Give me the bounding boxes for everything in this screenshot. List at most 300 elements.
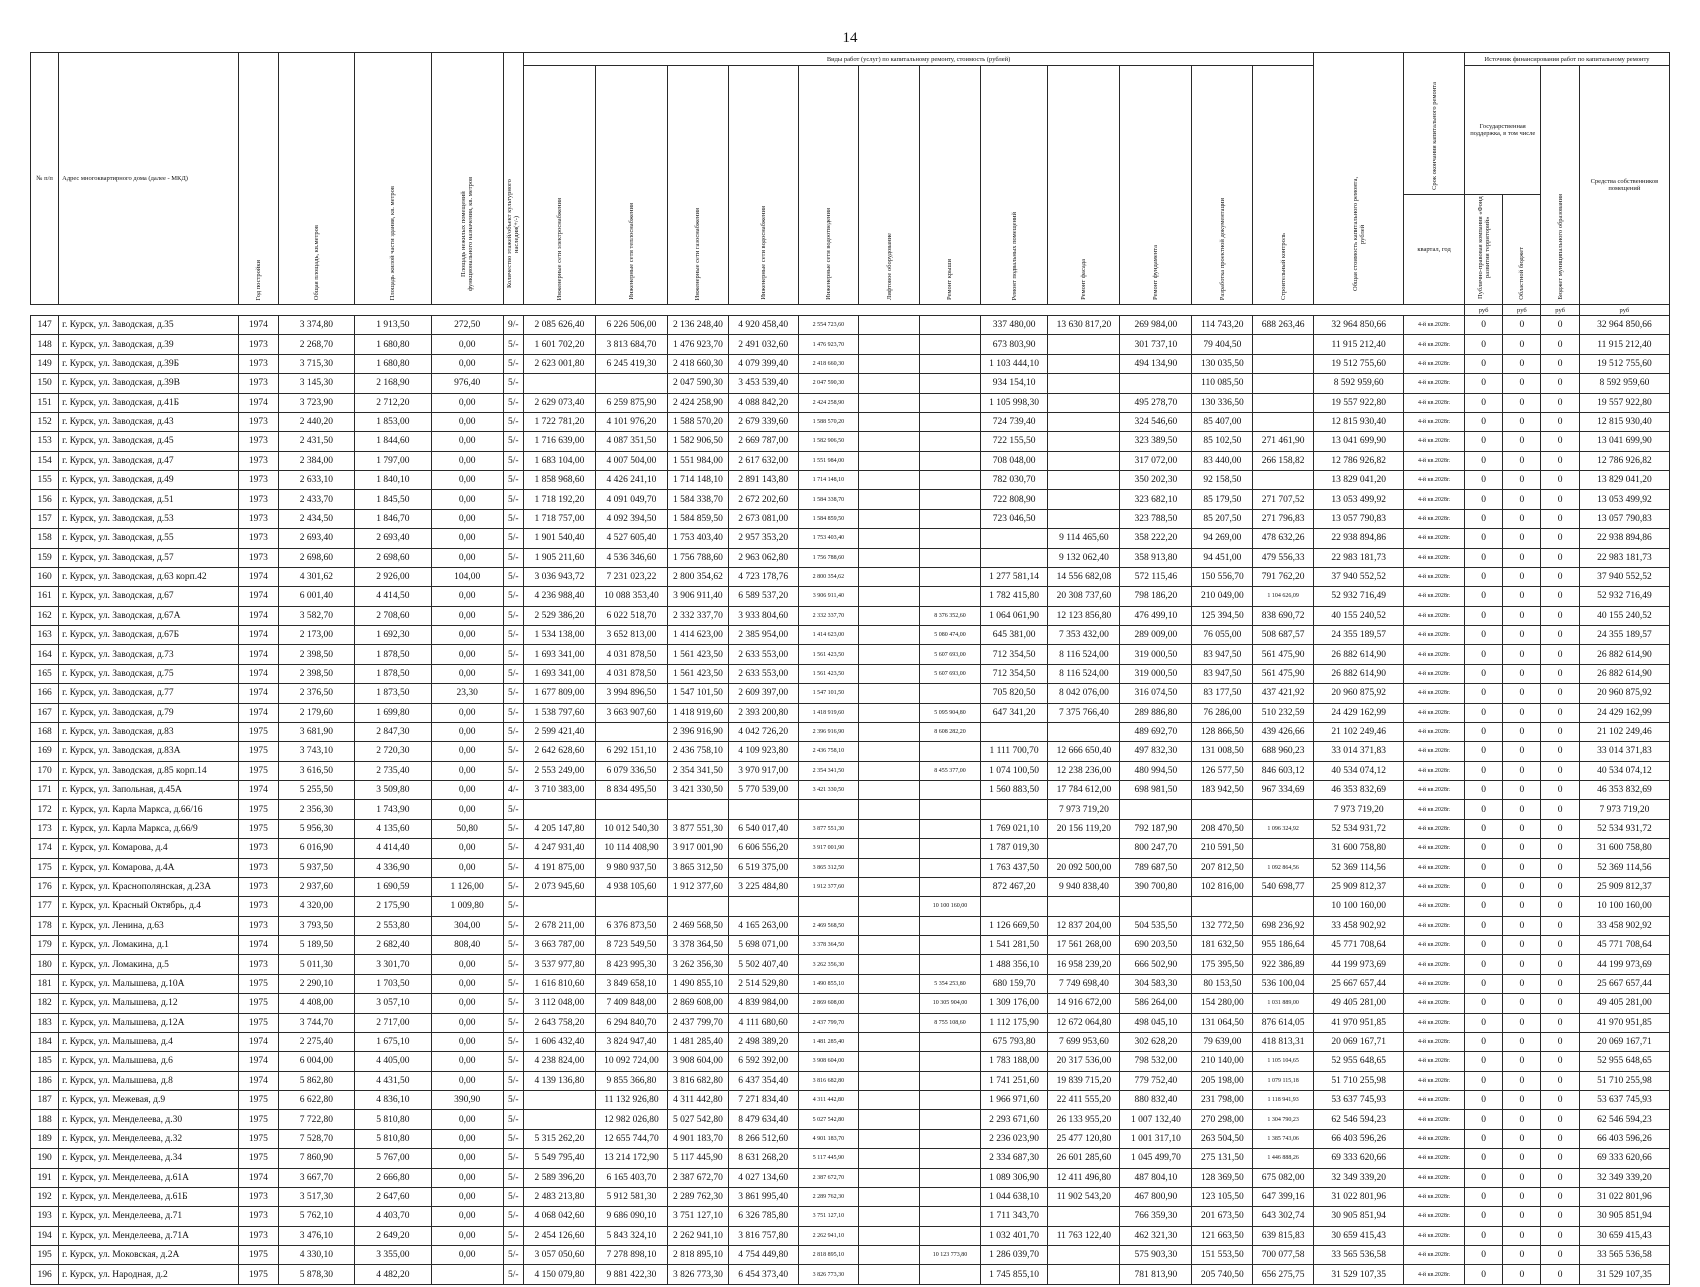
cell-facade: 12 411 496,80 xyxy=(1048,1168,1120,1187)
cell-el: 4 236 988,40 xyxy=(523,587,595,606)
cell-el: 3 112 048,00 xyxy=(523,994,595,1013)
cell-facade: 12 666 650,40 xyxy=(1048,742,1120,761)
cell-f3: 0 xyxy=(1541,1187,1579,1206)
cell-lift xyxy=(859,974,920,993)
cell-sewer: 2 262 941,10 xyxy=(798,1226,859,1245)
cell-found: 289 009,00 xyxy=(1120,626,1192,645)
cell-heat: 5 912 581,30 xyxy=(595,1187,667,1206)
cell-addr: г. Курск, ул. Заводская, д.75 xyxy=(59,664,239,683)
cell-found: 798 532,00 xyxy=(1120,1052,1192,1071)
cell-own: 32 964 850,66 xyxy=(1579,316,1669,335)
cell-roof xyxy=(920,548,981,567)
table-row xyxy=(31,374,1670,393)
cell-proj: 270 298,00 xyxy=(1192,1110,1253,1129)
cell-fl: 5/- xyxy=(503,1110,523,1129)
cell-found: 476 499,10 xyxy=(1120,606,1192,625)
cell-base: 705 820,50 xyxy=(980,684,1048,703)
cell-nonres: 0,00 xyxy=(431,994,503,1013)
cell-base: 1 763 437,50 xyxy=(980,858,1048,877)
cell-water: 4 042 726,20 xyxy=(728,722,798,741)
cell-nonres: 0,00 xyxy=(431,354,503,373)
cell-water: 2 491 032,60 xyxy=(728,335,798,354)
cell-gas: 3 917 001,90 xyxy=(668,839,729,858)
cell-sewer: 3 877 551,30 xyxy=(798,819,859,838)
cell-sum: 19 557 922,80 xyxy=(1314,393,1404,412)
cell-n: 183 xyxy=(31,1013,59,1032)
cell-base: 722 808,90 xyxy=(980,490,1048,509)
cell-total: 5 862,80 xyxy=(278,1071,355,1090)
cell-f1: 0 xyxy=(1464,877,1502,896)
cell-year: 1974 xyxy=(239,1071,278,1090)
cell-nonres: 0,00 xyxy=(431,781,503,800)
cell-found: 690 203,50 xyxy=(1120,936,1192,955)
cell-sewer: 1 584 859,50 xyxy=(798,509,859,528)
cell-water: 6 437 354,40 xyxy=(728,1071,798,1090)
cell-addr: г. Курск, ул. Красный Октябрь, д.4 xyxy=(59,897,239,916)
cell-proj: 94 269,00 xyxy=(1192,529,1253,548)
cell-found: 489 692,70 xyxy=(1120,722,1192,741)
cell-found: 798 186,20 xyxy=(1120,587,1192,606)
cell-f2: 0 xyxy=(1503,781,1541,800)
cell-term: 4-й кв.2028г. xyxy=(1404,1207,1465,1226)
col-work-header xyxy=(1120,66,1192,305)
cell-base: 1 783 188,00 xyxy=(980,1052,1048,1071)
cell-total: 3 681,90 xyxy=(278,722,355,741)
cell-found: 317 072,00 xyxy=(1120,451,1192,470)
cell-term: 4-й кв.2028г. xyxy=(1404,1013,1465,1032)
col-work-label: Инженерные сети теплоснабжения xyxy=(627,203,635,300)
cell-found xyxy=(1120,800,1192,819)
cell-own: 44 199 973,69 xyxy=(1579,955,1669,974)
cell-fl: 5/- xyxy=(503,1071,523,1090)
cell-found: 323 389,50 xyxy=(1120,432,1192,451)
cell-roof xyxy=(920,471,981,490)
cell-n: 186 xyxy=(31,1071,59,1090)
cell-term: 4-й кв.2028г. xyxy=(1404,664,1465,683)
cell-f2: 0 xyxy=(1503,897,1541,916)
cell-f2: 0 xyxy=(1503,936,1541,955)
cell-base: 1 064 061,90 xyxy=(980,606,1048,625)
cell-facade: 7 749 698,40 xyxy=(1048,974,1120,993)
cell-f2: 0 xyxy=(1503,1246,1541,1265)
cell-gas: 2 437 799,70 xyxy=(668,1013,729,1032)
cell-own: 52 955 648,65 xyxy=(1579,1052,1669,1071)
table-row xyxy=(31,567,1670,586)
cell-own: 20 960 875,92 xyxy=(1579,684,1669,703)
cell-lift xyxy=(859,1052,920,1071)
cell-heat: 4 007 504,00 xyxy=(595,451,667,470)
cell-base: 1 112 175,90 xyxy=(980,1013,1048,1032)
cell-living: 1 743,90 xyxy=(355,800,432,819)
cell-year: 1974 xyxy=(239,316,278,335)
cell-f1: 0 xyxy=(1464,800,1502,819)
cell-total: 2 433,70 xyxy=(278,490,355,509)
cell-addr: г. Курск, ул. Заводская, д.83А xyxy=(59,742,239,761)
cell-gas: 2 418 660,30 xyxy=(668,354,729,373)
cell-water xyxy=(728,897,798,916)
cell-total: 4 330,10 xyxy=(278,1246,355,1265)
cell-proj xyxy=(1192,800,1253,819)
cell-lift xyxy=(859,936,920,955)
cell-found: 350 202,30 xyxy=(1120,471,1192,490)
cell-ctrl: 1 096 324,92 xyxy=(1253,819,1314,838)
cell-facade: 7 973 719,20 xyxy=(1048,800,1120,819)
cell-facade: 20 092 500,00 xyxy=(1048,858,1120,877)
cell-fl: 5/- xyxy=(503,1207,523,1226)
cell-ctrl: 478 632,26 xyxy=(1253,529,1314,548)
cell-water: 6 519 375,00 xyxy=(728,858,798,877)
cell-proj: 181 632,50 xyxy=(1192,936,1253,955)
cell-gas: 3 826 773,30 xyxy=(668,1265,729,1284)
col-num-header: № п/п xyxy=(31,53,59,305)
cell-f2: 0 xyxy=(1503,393,1541,412)
cell-living: 2 926,00 xyxy=(355,567,432,586)
col-work-header xyxy=(668,66,729,305)
col-regional-header xyxy=(1503,195,1541,305)
cell-lift xyxy=(859,1091,920,1110)
cell-found: 390 700,80 xyxy=(1120,877,1192,896)
cell-term: 4-й кв.2028г. xyxy=(1404,548,1465,567)
cell-n: 162 xyxy=(31,606,59,625)
cell-water: 4 088 842,20 xyxy=(728,393,798,412)
cell-found: 1 045 499,70 xyxy=(1120,1149,1192,1168)
cell-water: 2 609 397,00 xyxy=(728,684,798,703)
cell-proj: 128 369,50 xyxy=(1192,1168,1253,1187)
cell-addr: г. Курск, ул. Менделеева, д.32 xyxy=(59,1129,239,1148)
cell-roof: 5 607 693,00 xyxy=(920,645,981,664)
cell-nonres: 390,90 xyxy=(431,1091,503,1110)
cell-f3: 0 xyxy=(1541,1246,1579,1265)
cell-ctrl: 1 385 743,06 xyxy=(1253,1129,1314,1148)
cell-gas: 2 469 568,50 xyxy=(668,916,729,935)
cell-heat: 7 409 848,00 xyxy=(595,994,667,1013)
cell-f3: 0 xyxy=(1541,722,1579,741)
cell-facade xyxy=(1048,722,1120,741)
cell-el: 1 538 797,60 xyxy=(523,703,595,722)
cell-sum: 24 355 189,57 xyxy=(1314,626,1404,645)
cell-water: 8 631 268,20 xyxy=(728,1149,798,1168)
cell-f2: 0 xyxy=(1503,877,1541,896)
cell-lift xyxy=(859,664,920,683)
cell-sewer: 1 912 377,60 xyxy=(798,877,859,896)
cell-term: 4-й кв.2028г. xyxy=(1404,974,1465,993)
cell-f3: 0 xyxy=(1541,858,1579,877)
cell-sum: 31 529 107,35 xyxy=(1314,1265,1404,1284)
cell-found: 792 187,90 xyxy=(1120,819,1192,838)
cell-fl: 5/- xyxy=(503,490,523,509)
cell-term: 4-й кв.2028г. xyxy=(1404,703,1465,722)
cell-ctrl: 479 556,33 xyxy=(1253,548,1314,567)
cell-el xyxy=(523,1091,595,1110)
cell-f1: 0 xyxy=(1464,374,1502,393)
table-row xyxy=(31,1226,1670,1245)
cell-nonres: 0,00 xyxy=(431,548,503,567)
cell-f2: 0 xyxy=(1503,916,1541,935)
cell-water: 2 633 553,00 xyxy=(728,664,798,683)
cell-el: 3 036 943,72 xyxy=(523,567,595,586)
cell-water: 3 933 804,60 xyxy=(728,606,798,625)
cell-f3: 0 xyxy=(1541,684,1579,703)
cell-f2: 0 xyxy=(1503,1071,1541,1090)
table-row xyxy=(31,897,1670,916)
cell-sewer: 1 714 148,10 xyxy=(798,471,859,490)
cell-heat: 4 031 878,50 xyxy=(595,664,667,683)
cell-base xyxy=(980,548,1048,567)
cell-lift xyxy=(859,684,920,703)
cell-living: 3 355,00 xyxy=(355,1246,432,1265)
cell-proj: 210 049,00 xyxy=(1192,587,1253,606)
cell-f2: 0 xyxy=(1503,1052,1541,1071)
cell-sewer: 3 378 364,50 xyxy=(798,936,859,955)
cell-el: 1 534 138,00 xyxy=(523,626,595,645)
table-row xyxy=(31,742,1670,761)
cell-n: 191 xyxy=(31,1168,59,1187)
cell-roof xyxy=(920,451,981,470)
cell-gas: 1 582 906,50 xyxy=(668,432,729,451)
cell-heat: 4 101 976,20 xyxy=(595,412,667,431)
cell-nonres: 0,00 xyxy=(431,1032,503,1051)
cell-nonres: 0,00 xyxy=(431,587,503,606)
cell-found: 698 981,50 xyxy=(1120,781,1192,800)
table-row xyxy=(31,1265,1670,1284)
cell-el: 4 068 042,60 xyxy=(523,1207,595,1226)
cell-water: 3 225 484,80 xyxy=(728,877,798,896)
cell-f2: 0 xyxy=(1503,1110,1541,1129)
cell-addr: г. Курск, ул. Малышева, д.10А xyxy=(59,974,239,993)
table-row xyxy=(31,916,1670,935)
col-work-header xyxy=(595,66,667,305)
cell-term: 4-й кв.2028г. xyxy=(1404,936,1465,955)
cell-water: 4 920 458,40 xyxy=(728,316,798,335)
cell-lift xyxy=(859,490,920,509)
cell-heat: 9 881 422,30 xyxy=(595,1265,667,1284)
cell-f2: 0 xyxy=(1503,684,1541,703)
cell-roof xyxy=(920,335,981,354)
cell-found: 487 804,10 xyxy=(1120,1168,1192,1187)
cell-total: 3 374,80 xyxy=(278,316,355,335)
cell-water xyxy=(728,800,798,819)
cell-living: 2 717,00 xyxy=(355,1013,432,1032)
cell-base: 1 103 444,10 xyxy=(980,354,1048,373)
cell-found: 666 502,90 xyxy=(1120,955,1192,974)
cell-fl: 5/- xyxy=(503,393,523,412)
col-total-cost-header xyxy=(1314,53,1404,305)
cell-lift xyxy=(859,877,920,896)
cell-n: 193 xyxy=(31,1207,59,1226)
col-work-label: Инженерные сети газоснабжения xyxy=(694,207,702,300)
cell-el: 2 483 213,80 xyxy=(523,1187,595,1206)
cell-f1: 0 xyxy=(1464,335,1502,354)
cell-n: 192 xyxy=(31,1187,59,1206)
cell-sum: 32 964 850,66 xyxy=(1314,316,1404,335)
cell-living: 3 301,70 xyxy=(355,955,432,974)
cell-el: 2 553 249,00 xyxy=(523,761,595,780)
table-row xyxy=(31,684,1670,703)
cell-living: 1 797,00 xyxy=(355,451,432,470)
cell-ctrl: 1 105 104,65 xyxy=(1253,1052,1314,1071)
cell-addr: г. Курск, ул. Ломакина, д.5 xyxy=(59,955,239,974)
cell-gas: 2 047 590,30 xyxy=(668,374,729,393)
cell-f1: 0 xyxy=(1464,548,1502,567)
cell-ctrl: 688 960,23 xyxy=(1253,742,1314,761)
cell-f3: 0 xyxy=(1541,974,1579,993)
cell-el: 1 683 104,00 xyxy=(523,451,595,470)
cell-ctrl: 510 232,59 xyxy=(1253,703,1314,722)
cell-f1: 0 xyxy=(1464,1032,1502,1051)
cell-fl: 5/- xyxy=(503,354,523,373)
cell-water: 2 672 202,60 xyxy=(728,490,798,509)
cell-own: 40 534 074,12 xyxy=(1579,761,1669,780)
table-row xyxy=(31,664,1670,683)
cell-addr: г. Курск, ул. Заводская, д.85 корп.14 xyxy=(59,761,239,780)
cell-ctrl: 791 762,20 xyxy=(1253,567,1314,586)
cell-roof xyxy=(920,1168,981,1187)
cell-n: 188 xyxy=(31,1110,59,1129)
cell-sum: 44 199 973,69 xyxy=(1314,955,1404,974)
cell-year: 1973 xyxy=(239,374,278,393)
cell-n: 163 xyxy=(31,626,59,645)
cell-lift xyxy=(859,858,920,877)
cell-ctrl xyxy=(1253,839,1314,858)
cell-sum: 20 960 875,92 xyxy=(1314,684,1404,703)
cell-sewer: 2 554 723,60 xyxy=(798,316,859,335)
cell-gas: 3 751 127,10 xyxy=(668,1207,729,1226)
cell-living: 3 509,80 xyxy=(355,781,432,800)
cell-base xyxy=(980,529,1048,548)
cell-sewer: 3 826 773,30 xyxy=(798,1265,859,1284)
cell-heat xyxy=(595,722,667,741)
cell-found: 575 903,30 xyxy=(1120,1246,1192,1265)
cell-nonres: 1 009,80 xyxy=(431,897,503,916)
col-term-header xyxy=(1404,53,1465,195)
cell-n: 149 xyxy=(31,354,59,373)
cell-base: 680 159,70 xyxy=(980,974,1048,993)
cell-f1: 0 xyxy=(1464,722,1502,741)
cell-f3: 0 xyxy=(1541,877,1579,896)
cell-water: 2 673 081,00 xyxy=(728,509,798,528)
cell-ctrl: 536 100,04 xyxy=(1253,974,1314,993)
cell-living: 1 845,50 xyxy=(355,490,432,509)
cell-fl: 5/- xyxy=(503,432,523,451)
cell-n: 148 xyxy=(31,335,59,354)
cell-year: 1973 xyxy=(239,839,278,858)
cell-total: 2 431,50 xyxy=(278,432,355,451)
col-work-label: Инженерные сети водоснабжения xyxy=(759,206,767,300)
cell-year: 1974 xyxy=(239,1032,278,1051)
cell-own: 53 637 745,93 xyxy=(1579,1091,1669,1110)
cell-living: 1 675,10 xyxy=(355,1032,432,1051)
cell-nonres: 0,00 xyxy=(431,335,503,354)
cell-year: 1975 xyxy=(239,1246,278,1265)
cell-facade xyxy=(1048,451,1120,470)
cell-fl: 5/- xyxy=(503,1246,523,1265)
cell-roof xyxy=(920,858,981,877)
cell-base: 337 480,00 xyxy=(980,316,1048,335)
cell-addr: г. Курск, ул. Ленина, д.63 xyxy=(59,916,239,935)
cell-lift xyxy=(859,1265,920,1284)
cell-found: 495 278,70 xyxy=(1120,393,1192,412)
cell-el: 2 529 386,20 xyxy=(523,606,595,625)
cell-gas: 2 396 916,90 xyxy=(668,722,729,741)
cell-own: 69 333 620,66 xyxy=(1579,1149,1669,1168)
cell-living: 1 840,10 xyxy=(355,471,432,490)
cell-addr: г. Курск, ул. Заводская, д.45 xyxy=(59,432,239,451)
cell-el: 1 716 639,00 xyxy=(523,432,595,451)
cell-gas: 1 551 984,00 xyxy=(668,451,729,470)
cell-roof xyxy=(920,1071,981,1090)
cell-fl: 5/- xyxy=(503,994,523,1013)
cell-roof: 8 608 282,20 xyxy=(920,722,981,741)
cell-base: 1 044 638,10 xyxy=(980,1187,1048,1206)
cell-f1: 0 xyxy=(1464,664,1502,683)
cell-total: 3 723,90 xyxy=(278,393,355,412)
cell-proj: 210 140,00 xyxy=(1192,1052,1253,1071)
col-municipal-label: Бюджет муниципального образования xyxy=(1556,194,1564,300)
cell-base: 645 381,00 xyxy=(980,626,1048,645)
cell-own: 45 771 708,64 xyxy=(1579,936,1669,955)
cell-fl: 5/- xyxy=(503,1052,523,1071)
cell-f1: 0 xyxy=(1464,529,1502,548)
cell-proj: 132 772,50 xyxy=(1192,916,1253,935)
table-row xyxy=(31,626,1670,645)
cell-f3: 0 xyxy=(1541,529,1579,548)
cell-sum: 33 458 902,92 xyxy=(1314,916,1404,935)
cell-ctrl: 955 186,64 xyxy=(1253,936,1314,955)
cell-f3: 0 xyxy=(1541,335,1579,354)
cell-found: 497 832,30 xyxy=(1120,742,1192,761)
cell-sewer: 2 289 762,30 xyxy=(798,1187,859,1206)
cell-addr: г. Курск, ул. Менделеева, д.71 xyxy=(59,1207,239,1226)
cell-own: 41 970 951,85 xyxy=(1579,1013,1669,1032)
cell-proj: 131 064,50 xyxy=(1192,1013,1253,1032)
table-row xyxy=(31,606,1670,625)
cell-roof xyxy=(920,374,981,393)
cell-ctrl xyxy=(1253,412,1314,431)
cell-own: 30 905 851,94 xyxy=(1579,1207,1669,1226)
table-row xyxy=(31,994,1670,1013)
cell-fl: 5/- xyxy=(503,1168,523,1187)
cell-sum: 49 405 281,00 xyxy=(1314,994,1404,1013)
cell-gas: 2 332 337,70 xyxy=(668,606,729,625)
cell-proj: 131 008,50 xyxy=(1192,742,1253,761)
cell-fl: 5/- xyxy=(503,858,523,877)
cell-f2: 0 xyxy=(1503,432,1541,451)
cell-f2: 0 xyxy=(1503,955,1541,974)
cell-base: 1 966 971,60 xyxy=(980,1091,1048,1110)
cell-heat: 4 426 241,10 xyxy=(595,471,667,490)
cell-heat: 4 092 394,50 xyxy=(595,509,667,528)
cell-own: 52 932 716,49 xyxy=(1579,587,1669,606)
cell-water: 4 079 399,40 xyxy=(728,354,798,373)
cell-fl: 5/- xyxy=(503,955,523,974)
cell-term: 4-й кв.2028г. xyxy=(1404,529,1465,548)
cell-addr: г. Курск, ул. Народная, д.2 xyxy=(59,1265,239,1284)
cell-roof xyxy=(920,490,981,509)
cell-water: 4 165 263,00 xyxy=(728,916,798,935)
cell-f3: 0 xyxy=(1541,781,1579,800)
cell-addr: г. Курск, ул. Заводская, д.47 xyxy=(59,451,239,470)
cell-total: 2 698,60 xyxy=(278,548,355,567)
cell-living: 2 708,60 xyxy=(355,606,432,625)
cell-term: 4-й кв.2028г. xyxy=(1404,955,1465,974)
cell-f2: 0 xyxy=(1503,1187,1541,1206)
cell-year: 1974 xyxy=(239,781,278,800)
cell-base: 675 793,80 xyxy=(980,1032,1048,1051)
cell-year: 1973 xyxy=(239,1226,278,1245)
cell-lift xyxy=(859,839,920,858)
cell-sum: 12 786 926,82 xyxy=(1314,451,1404,470)
cell-f3: 0 xyxy=(1541,451,1579,470)
